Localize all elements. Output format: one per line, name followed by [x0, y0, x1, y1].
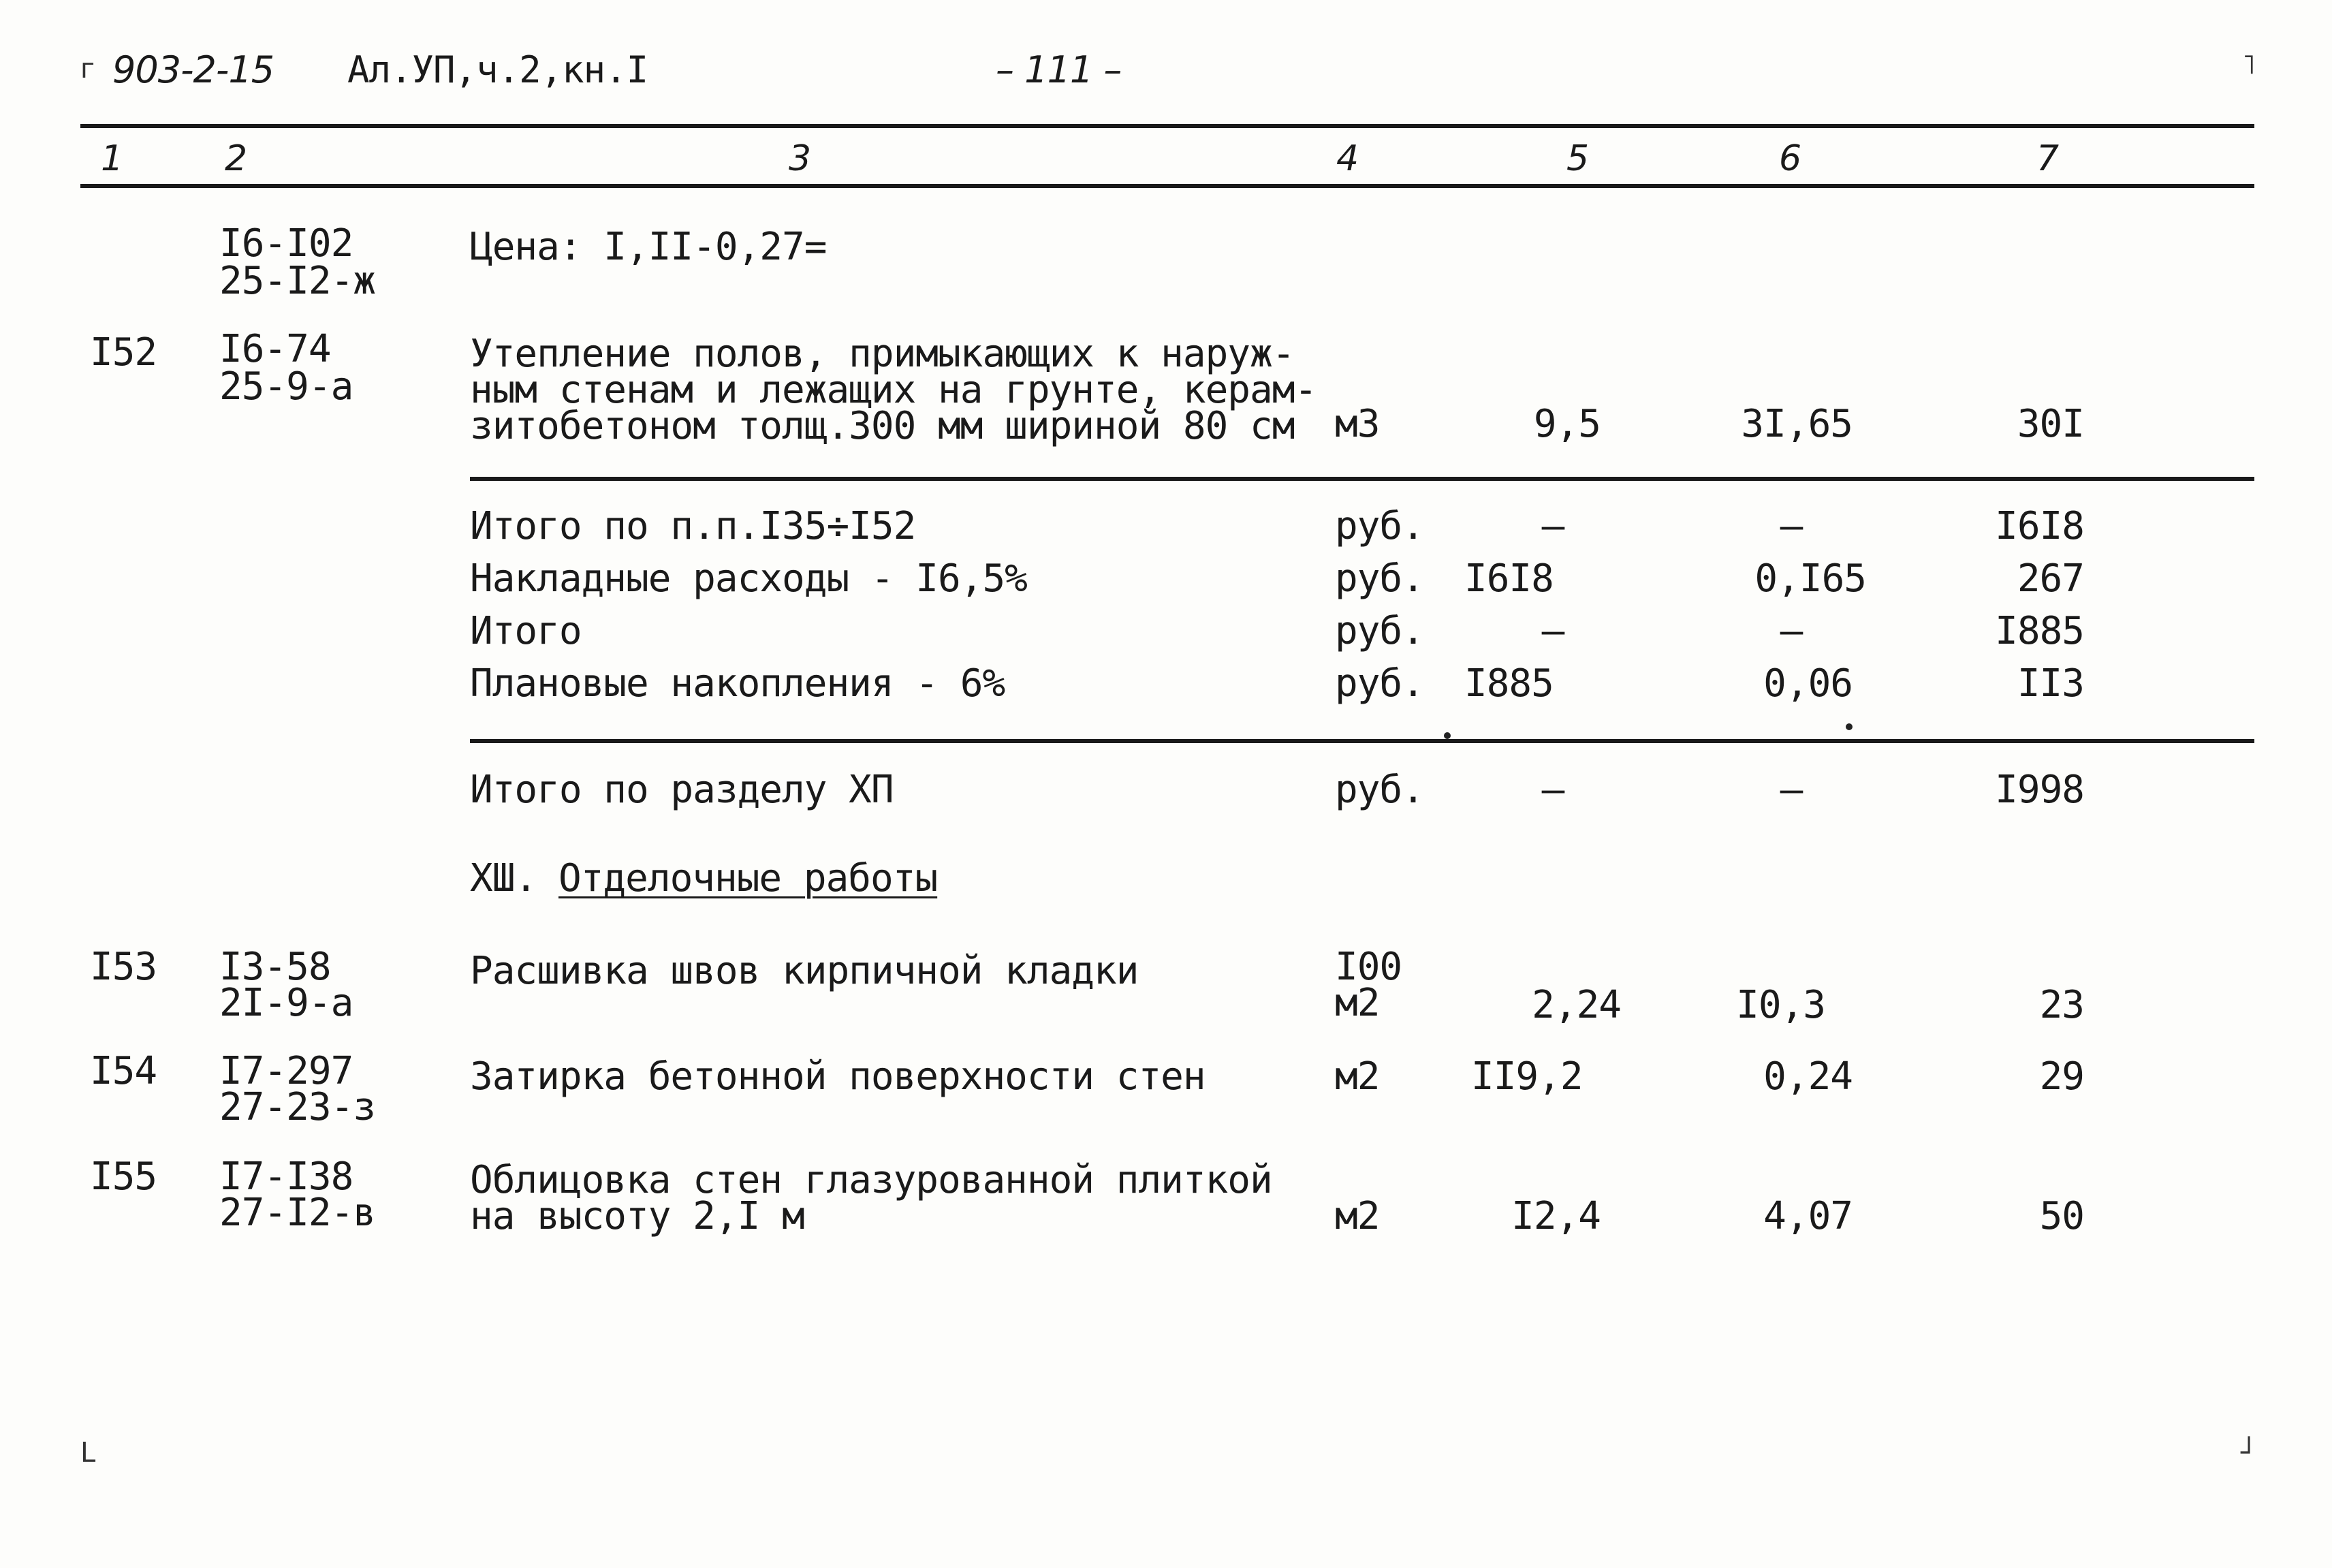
description-line-2: на высоту 2,I м: [470, 1194, 804, 1238]
quantity: –: [1541, 504, 1564, 548]
quantity: I2,4: [1511, 1194, 1601, 1238]
unit-price: I0,3: [1736, 983, 1825, 1027]
total-cost: 267: [2017, 556, 2084, 601]
section-total-label: Итого по разделу XП: [470, 768, 894, 812]
unit-price: –: [1780, 504, 1803, 548]
subtotal-label: Итого по п.п.I35÷I52: [470, 504, 916, 548]
row-number: I55: [90, 1155, 157, 1199]
unit-price: 4,07: [1763, 1194, 1853, 1238]
table-top-rule: [80, 124, 2254, 128]
quantity: I6I8: [1464, 556, 1554, 601]
corner-mark-bottom-right: ┘: [2241, 1437, 2258, 1469]
subtotal-rule: [470, 477, 2254, 481]
code-secondary: 25-9-а: [219, 364, 353, 409]
section-total-rule: [470, 739, 2254, 743]
corner-mark-top-left: г: [80, 53, 95, 84]
unit: руб.: [1335, 556, 1424, 601]
subtotal-label: Итого: [470, 609, 582, 653]
row-number: I52: [90, 330, 157, 375]
planned-savings-label: Плановые накопления - 6%: [470, 661, 1005, 706]
column-number-1: 1: [101, 138, 123, 179]
section-number: XШ.: [470, 856, 537, 900]
code-primary: I6-I02: [219, 221, 353, 266]
unit: руб.: [1335, 768, 1424, 812]
description-line-2: ным стенам и лежащих на грунте, керам-: [470, 368, 1317, 412]
unit: м2: [1335, 981, 1380, 1025]
column-number-4: 4: [1336, 138, 1359, 179]
unit-multiplier: I00: [1335, 945, 1402, 989]
page-number: – 111 –: [996, 48, 1122, 91]
code-secondary: 27-I2-в: [219, 1191, 376, 1235]
description-line-3: зитобетоном толщ.300 мм шириной 80 см: [470, 404, 1295, 448]
column-number-5: 5: [1566, 138, 1589, 179]
total-cost: I6I8: [1995, 504, 2084, 548]
description: Цена: I,II-0,27=: [470, 225, 827, 269]
total-cost: I885: [1995, 609, 2084, 653]
unit-price: 0,24: [1763, 1054, 1853, 1099]
total-cost: II3: [2017, 661, 2084, 706]
quantity: 2,24: [1532, 983, 1621, 1027]
code-secondary: 25-I2-ж: [219, 259, 376, 303]
column-number-2: 2: [225, 138, 247, 179]
document-code: 903-2-15: [112, 48, 274, 91]
corner-mark-top-right: ˥: [2242, 49, 2256, 80]
quantity: II9,2: [1471, 1054, 1583, 1099]
code-primary: I7-297: [219, 1049, 353, 1093]
unit: м3: [1335, 402, 1380, 446]
section-title: Отделочные работы: [558, 856, 938, 900]
code-secondary: 2I-9-а: [219, 981, 353, 1025]
unit: руб.: [1335, 609, 1424, 653]
column-header-rule: [80, 184, 2254, 188]
description-line-1: Облицовка стен глазурованной плиткой: [470, 1158, 1272, 1202]
code-secondary: 27-23-з: [219, 1085, 376, 1129]
code-primary: I7-I38: [219, 1155, 353, 1199]
quantity: –: [1541, 609, 1564, 653]
row-number: I54: [90, 1049, 157, 1093]
total-cost: 23: [2039, 983, 2084, 1027]
scan-speck: [1444, 732, 1451, 739]
unit: м2: [1335, 1054, 1380, 1099]
unit-price: 3I,65: [1741, 402, 1853, 446]
unit-price: –: [1780, 609, 1803, 653]
unit: м2: [1335, 1194, 1380, 1238]
column-number-6: 6: [1779, 138, 1801, 179]
album-reference: Ал.УП,ч.2,кн.I: [347, 48, 648, 91]
total-cost: 29: [2039, 1054, 2084, 1099]
corner-mark-bottom-left: L: [80, 1437, 96, 1469]
description-line-1: Утепление полов, примыкающих к наруж-: [470, 332, 1295, 376]
quantity: 9,5: [1533, 402, 1601, 446]
code-primary: I3-58: [219, 945, 331, 989]
total-cost: 30I: [2017, 402, 2084, 446]
unit-price: 0,06: [1763, 661, 1853, 706]
column-number-3: 3: [789, 138, 811, 179]
column-number-7: 7: [2036, 138, 2059, 179]
quantity: I885: [1464, 661, 1554, 706]
description: Затирка бетонной поверхности стен: [470, 1054, 1206, 1099]
unit-price: –: [1780, 768, 1803, 812]
quantity: –: [1541, 768, 1564, 812]
unit: руб.: [1335, 661, 1424, 706]
overhead-label: Накладные расходы - I6,5%: [470, 556, 1027, 601]
unit: руб.: [1335, 504, 1424, 548]
row-number: I53: [90, 945, 157, 989]
code-primary: I6-74: [219, 327, 331, 371]
unit-price: 0,I65: [1754, 556, 1866, 601]
total-cost: 50: [2039, 1194, 2084, 1238]
description: Расшивка швов кирпичной кладки: [470, 949, 1139, 993]
total-cost: I998: [1995, 768, 2084, 812]
scan-speck: [1846, 723, 1853, 730]
